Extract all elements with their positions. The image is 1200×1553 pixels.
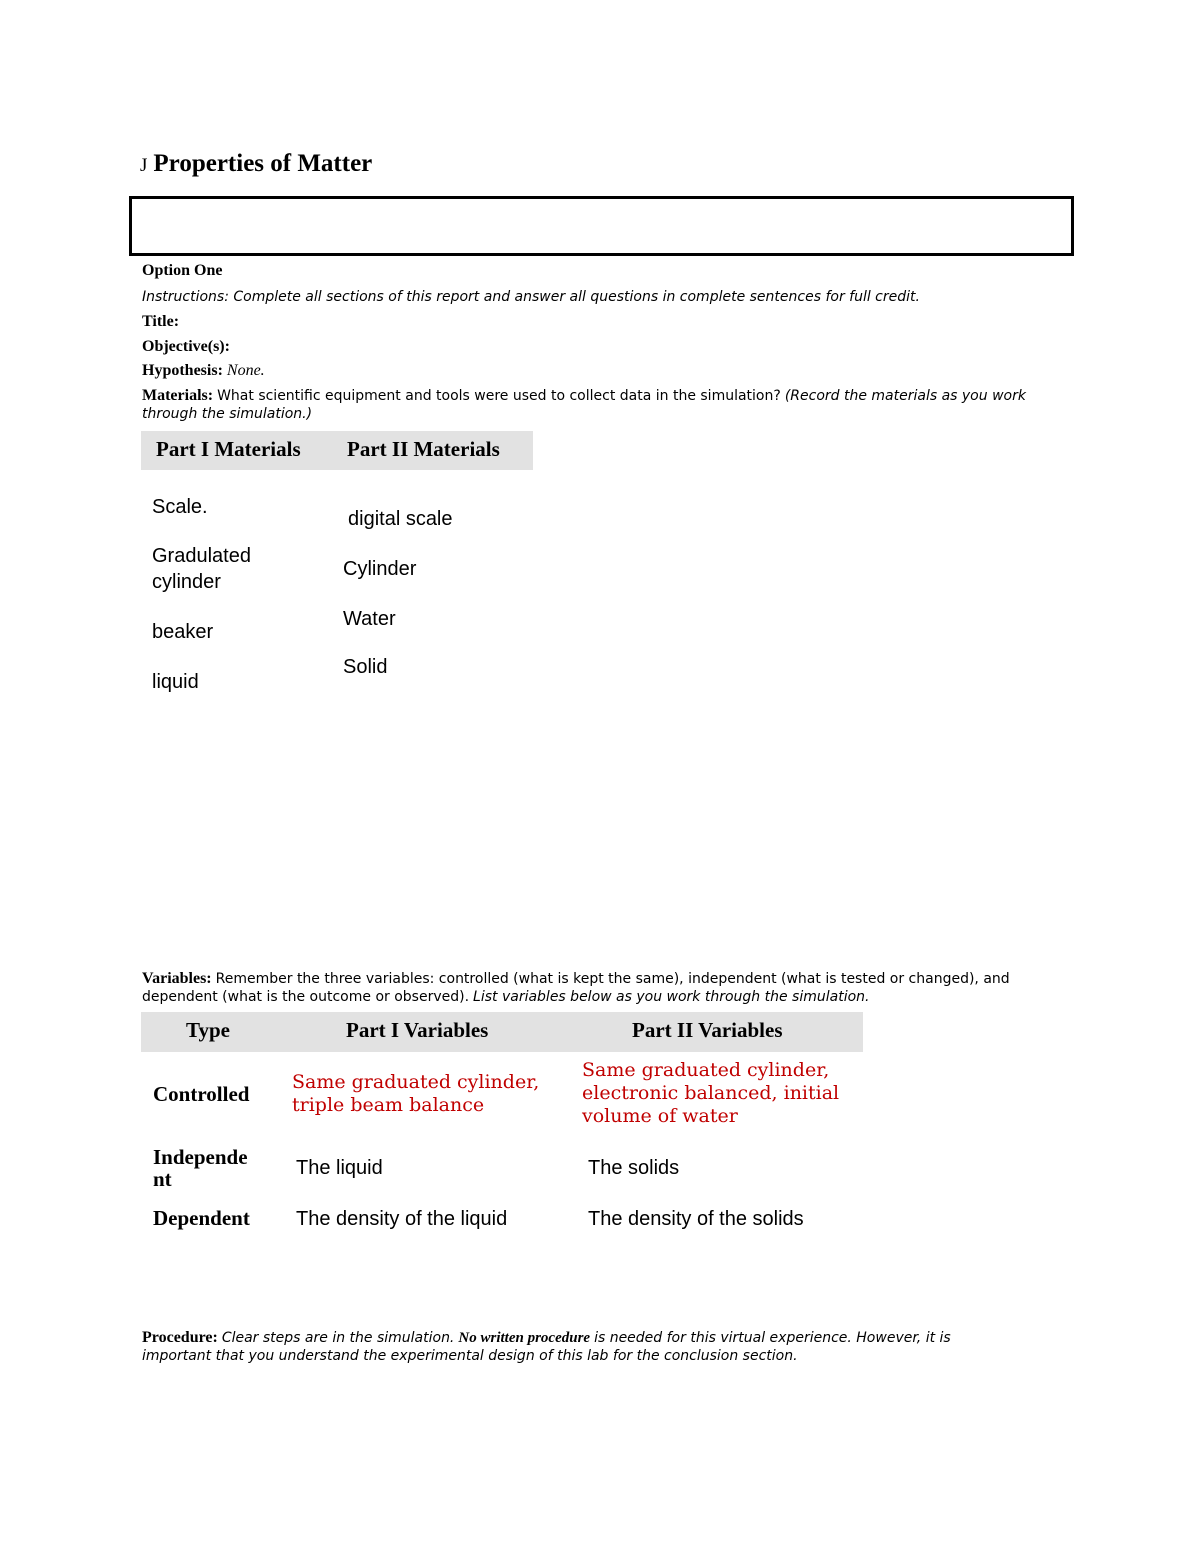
variables-header-part2: Part II Variables — [632, 1018, 783, 1042]
objective-label: Objective(s): — [142, 338, 230, 355]
materials-part1-item: beaker — [152, 621, 214, 643]
variables-header-type: Type — [186, 1018, 230, 1042]
variables-line-2 — [142, 988, 869, 1006]
hypothesis-line — [142, 362, 265, 380]
option-label: Option One — [142, 262, 223, 279]
materials-header-part2: Part II Materials — [347, 437, 500, 461]
procedure-text-2: important that you understand the experimental design of this lab for the conclusion section. — [142, 1348, 798, 1364]
materials-part2-item: Water — [343, 608, 396, 630]
page-title-text: Properties of Matter — [153, 150, 373, 177]
materials-label: Materials: — [142, 387, 214, 404]
materials-part2-item: digital scale — [348, 508, 453, 530]
materials-part1-item: Scale. — [152, 496, 208, 518]
procedure-text-a: Clear steps are in the simulation. — [221, 1330, 455, 1346]
materials-question: What scientific equipment and tools were used to collect data in the simulation? — [217, 388, 781, 404]
controlled-part1: Same graduated cylinder, triple beam balance — [292, 1071, 540, 1116]
variables-line — [142, 970, 1010, 988]
row-label-independent: Independe nt — [153, 1145, 248, 1191]
variables-text-2: dependent (what is the outcome or observed). — [142, 989, 470, 1005]
variables-instruction: List variables below as you work through the simulation. — [473, 989, 870, 1005]
hypothesis-label: Hypothesis: — [142, 362, 223, 379]
independent-part2: The solids — [588, 1157, 680, 1179]
procedure-label: Procedure: — [142, 1329, 218, 1346]
materials-note: (Record the materials as you work — [784, 388, 1026, 404]
instructions-text: Instructions: Complete all sections of this report and answer all questions in complete sentences for full credit. — [142, 289, 920, 305]
page-title — [140, 150, 372, 178]
materials-part1-item: Gradulated cylinder — [152, 545, 251, 593]
materials-part2-item: Cylinder — [343, 558, 417, 580]
variables-label: Variables: — [142, 970, 212, 987]
dependent-part2: The density of the solids — [588, 1208, 804, 1230]
controlled-part2: Same graduated cylinder, electronic balanced, initial volume of water — [582, 1059, 840, 1127]
materials-note-cont: through the simulation.) — [142, 406, 313, 422]
name-entry-box[interactable] — [129, 196, 1074, 256]
title-label: Title: — [142, 313, 180, 330]
row-label-dependent: Dependent — [153, 1206, 250, 1230]
materials-header-part1: Part I Materials — [156, 437, 301, 461]
procedure-emphasis: No written procedure — [458, 1330, 591, 1346]
dependent-part1: The density of the liquid — [296, 1208, 508, 1230]
materials-part2-item: Solid — [343, 656, 388, 678]
heading-bullet: J — [140, 155, 148, 176]
independent-part1: The liquid — [296, 1157, 383, 1179]
procedure-line — [142, 1329, 951, 1347]
materials-part1-item: liquid — [152, 671, 199, 693]
hypothesis-value: None. — [226, 362, 265, 379]
variables-text: Remember the three variables: controlled (what is kept the same), independent (what is tested or changed), and — [215, 971, 1010, 987]
variables-header-part1: Part I Variables — [346, 1018, 489, 1042]
row-label-controlled: Controlled — [153, 1082, 250, 1106]
materials-line — [142, 387, 1026, 405]
procedure-text-c: is needed for this virtual experience. However, it is — [594, 1330, 951, 1346]
